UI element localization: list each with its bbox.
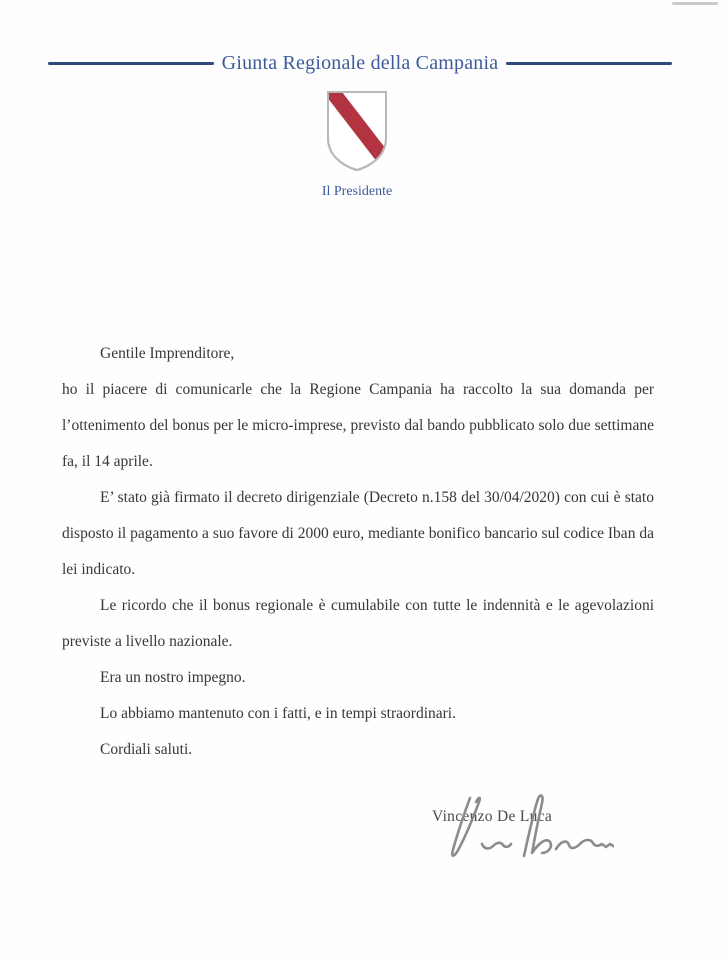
paragraph-4: Era un nostro impegno. xyxy=(100,669,246,686)
handwritten-signature xyxy=(424,794,614,884)
scan-artifact xyxy=(672,2,718,5)
letter-body xyxy=(62,336,654,768)
header-rule-right xyxy=(506,62,672,65)
letterhead xyxy=(48,52,672,75)
paragraph-5: Lo abbiamo mantenuto con i fatti, e in tempi straordinari. xyxy=(100,705,456,722)
paragraph-3: Le ricordo che il bonus regionale è cumulabile con tutte le indennità e le agevolazioni previste a livello nazionale. xyxy=(62,597,654,650)
signature-block xyxy=(424,794,614,884)
paragraph-2: E’ stato già firmato il decreto dirigenziale (Decreto n.158 del 30/04/2020) con cui è stato disposto il pagamento a suo favore di 2000 euro, mediante bonifico bancario sul codice Iban da lei indicato. xyxy=(62,489,654,578)
header-rule-left xyxy=(48,62,214,65)
president-label: Il Presidente xyxy=(321,184,393,199)
paragraph-1: ho il piacere di comunicarle che la Regione Campania ha raccolto la sua domanda per l’ottenimento del bonus per le micro-imprese, previsto dal bando pubblicato solo due settimane fa, il 14 aprile. xyxy=(62,381,654,470)
closing: Cordiali saluti. xyxy=(100,741,193,758)
campania-coat-of-arms-icon xyxy=(321,88,393,176)
salutation: Gentile Imprenditore, xyxy=(100,345,235,362)
org-title: Giunta Regionale della Campania xyxy=(221,52,499,74)
signer-name: Vincenzo De Luca xyxy=(432,808,553,825)
